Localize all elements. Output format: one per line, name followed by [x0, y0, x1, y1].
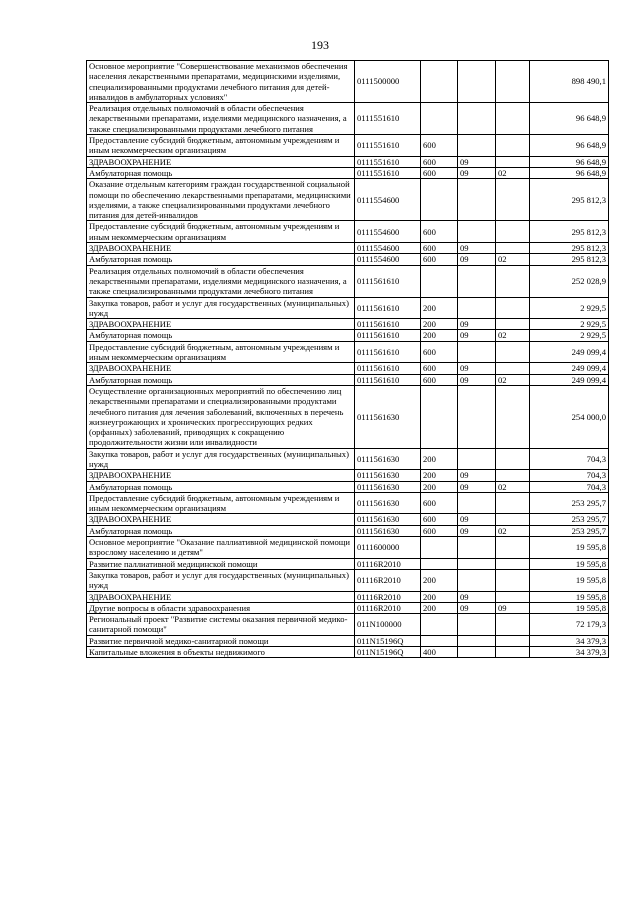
row-subsection-cell: 09	[496, 602, 530, 613]
row-subsection-cell: 02	[496, 374, 530, 385]
table-row	[87, 103, 609, 135]
row-subsection-cell	[496, 448, 530, 470]
table-row	[87, 569, 609, 591]
row-subsection-cell: 02	[496, 167, 530, 178]
row-amount-cell: 2 929,5	[530, 330, 609, 341]
row-code-cell: 0111551610	[355, 167, 421, 178]
row-name-cell: ЗДРАВООХРАНЕНИЕ	[87, 156, 355, 167]
row-amount-cell: 72 179,3	[530, 614, 609, 636]
row-amount-cell: 253 295,7	[530, 525, 609, 536]
row-expense-type-cell: 200	[421, 297, 458, 319]
page-number: 193	[311, 38, 329, 52]
row-section-cell: 09	[458, 374, 496, 385]
row-code-cell: 0111554600	[355, 221, 421, 243]
budget-table	[86, 60, 609, 658]
row-section-cell	[458, 135, 496, 157]
row-subsection-cell	[496, 363, 530, 374]
row-code-cell: 0111561630	[355, 514, 421, 525]
row-name-cell: Амбулаторная помощь	[87, 525, 355, 536]
row-expense-type-cell	[421, 61, 458, 103]
table-row	[87, 61, 609, 103]
row-amount-cell: 19 595,8	[530, 558, 609, 569]
row-code-cell: 0111500000	[355, 61, 421, 103]
row-name-cell: ЗДРАВООХРАНЕНИЕ	[87, 470, 355, 481]
row-amount-cell: 96 648,9	[530, 156, 609, 167]
row-amount-cell: 2 929,5	[530, 297, 609, 319]
row-subsection-cell	[496, 156, 530, 167]
row-code-cell: 0111561610	[355, 363, 421, 374]
row-code-cell: 0111561630	[355, 492, 421, 514]
row-section-cell: 09	[458, 602, 496, 613]
row-expense-type-cell: 200	[421, 448, 458, 470]
row-subsection-cell	[496, 569, 530, 591]
row-name-cell: Реализация отдельных полномочий в области обеспечения лекарственными препаратами, изделиями медицинского назначения, а также специализированными продуктами лечебного питания	[87, 265, 355, 297]
row-section-cell	[458, 221, 496, 243]
row-amount-cell: 898 490,1	[530, 61, 609, 103]
row-code-cell: 0111561630	[355, 481, 421, 492]
row-expense-type-cell	[421, 179, 458, 221]
row-section-cell: 09	[458, 243, 496, 254]
row-amount-cell: 19 595,8	[530, 602, 609, 613]
row-name-cell: Амбулаторная помощь	[87, 481, 355, 492]
table-row	[87, 591, 609, 602]
table-row	[87, 470, 609, 481]
row-amount-cell: 704,3	[530, 470, 609, 481]
row-subsection-cell	[496, 103, 530, 135]
row-expense-type-cell: 600	[421, 363, 458, 374]
row-name-cell: Развитие первичной медико-санитарной помощи	[87, 635, 355, 646]
row-name-cell: Амбулаторная помощь	[87, 254, 355, 265]
row-subsection-cell	[496, 537, 530, 559]
row-name-cell: ЗДРАВООХРАНЕНИЕ	[87, 319, 355, 330]
row-section-cell	[458, 265, 496, 297]
row-subsection-cell: 02	[496, 481, 530, 492]
row-subsection-cell: 02	[496, 525, 530, 536]
table-row	[87, 602, 609, 613]
row-name-cell: ЗДРАВООХРАНЕНИЕ	[87, 243, 355, 254]
row-subsection-cell	[496, 635, 530, 646]
row-code-cell: 0111561610	[355, 297, 421, 319]
row-section-cell	[458, 569, 496, 591]
row-expense-type-cell: 400	[421, 647, 458, 658]
row-name-cell: Другие вопросы в области здравоохранения	[87, 602, 355, 613]
row-amount-cell: 19 595,8	[530, 569, 609, 591]
row-code-cell: 0111561630	[355, 385, 421, 448]
row-code-cell: 0111551610	[355, 103, 421, 135]
row-subsection-cell	[496, 61, 530, 103]
row-expense-type-cell	[421, 385, 458, 448]
table-row	[87, 179, 609, 221]
row-expense-type-cell: 200	[421, 569, 458, 591]
table-row	[87, 341, 609, 363]
row-section-cell	[458, 614, 496, 636]
row-subsection-cell: 02	[496, 254, 530, 265]
row-amount-cell: 19 595,8	[530, 537, 609, 559]
row-name-cell: Закупка товаров, работ и услуг для государственных (муниципальных) нужд	[87, 297, 355, 319]
row-subsection-cell	[496, 221, 530, 243]
row-code-cell: 0111554600	[355, 254, 421, 265]
row-subsection-cell	[496, 558, 530, 569]
row-code-cell: 0111561610	[355, 265, 421, 297]
row-subsection-cell	[496, 492, 530, 514]
table-row	[87, 492, 609, 514]
row-subsection-cell	[496, 591, 530, 602]
row-expense-type-cell: 600	[421, 514, 458, 525]
row-subsection-cell	[496, 647, 530, 658]
table-row	[87, 243, 609, 254]
row-amount-cell: 253 295,7	[530, 514, 609, 525]
row-name-cell: Основное мероприятие "Оказание паллиативной медицинской помощи взрослому населению и детям"	[87, 537, 355, 559]
row-name-cell: Предоставление субсидий бюджетным, автономным учреждениям и иным некоммерческим организациям	[87, 135, 355, 157]
row-code-cell: 01116R2010	[355, 558, 421, 569]
row-subsection-cell	[496, 614, 530, 636]
table-row	[87, 265, 609, 297]
row-section-cell: 09	[458, 481, 496, 492]
row-section-cell	[458, 635, 496, 646]
row-amount-cell: 254 000,0	[530, 385, 609, 448]
row-code-cell: 0111554600	[355, 243, 421, 254]
row-amount-cell: 249 099,4	[530, 341, 609, 363]
row-section-cell: 09	[458, 156, 496, 167]
row-subsection-cell	[496, 470, 530, 481]
table-row	[87, 614, 609, 636]
row-name-cell: Предоставление субсидий бюджетным, автономным учреждениям и иным некоммерческим организациям	[87, 221, 355, 243]
table-row	[87, 647, 609, 658]
row-code-cell: 011N15196Q	[355, 647, 421, 658]
budget-table-body	[87, 61, 609, 658]
row-expense-type-cell: 600	[421, 341, 458, 363]
row-expense-type-cell: 600	[421, 254, 458, 265]
row-code-cell: 0111551610	[355, 135, 421, 157]
row-code-cell: 01116R2010	[355, 602, 421, 613]
table-row	[87, 135, 609, 157]
row-amount-cell: 295 812,3	[530, 179, 609, 221]
row-name-cell: ЗДРАВООХРАНЕНИЕ	[87, 591, 355, 602]
table-row	[87, 385, 609, 448]
row-code-cell: 0111551610	[355, 156, 421, 167]
row-amount-cell: 295 812,3	[530, 221, 609, 243]
row-section-cell	[458, 297, 496, 319]
table-row	[87, 635, 609, 646]
row-code-cell: 0111561630	[355, 525, 421, 536]
row-amount-cell: 249 099,4	[530, 363, 609, 374]
row-amount-cell: 96 648,9	[530, 135, 609, 157]
table-row	[87, 374, 609, 385]
row-section-cell: 09	[458, 591, 496, 602]
row-name-cell: Предоставление субсидий бюджетным, автономным учреждениям и иным некоммерческим организациям	[87, 341, 355, 363]
row-name-cell: Развитие паллиативной медицинской помощи	[87, 558, 355, 569]
table-row	[87, 363, 609, 374]
row-section-cell	[458, 179, 496, 221]
row-section-cell: 09	[458, 319, 496, 330]
table-row	[87, 167, 609, 178]
row-name-cell: Закупка товаров, работ и услуг для государственных (муниципальных) нужд	[87, 569, 355, 591]
row-name-cell: ЗДРАВООХРАНЕНИЕ	[87, 363, 355, 374]
row-name-cell: Основное мероприятие "Совершенствование механизмов обеспечения населения лекарственными препаратами, медицинскими изделиями, специализированными продуктами лечебного питания для детей-инвалидов в амбулаторных условиях"	[87, 61, 355, 103]
row-amount-cell: 704,3	[530, 448, 609, 470]
row-amount-cell: 34 379,3	[530, 647, 609, 658]
row-amount-cell: 2 929,5	[530, 319, 609, 330]
table-row	[87, 525, 609, 536]
row-name-cell: Оказание отдельным категориям граждан государственной социальной помощи по обеспечению лекарственными препаратами, медицинскими изделиями, а также специализированными продуктами лечебного питания для детей-инвалидов	[87, 179, 355, 221]
row-subsection-cell	[496, 341, 530, 363]
row-section-cell: 09	[458, 525, 496, 536]
table-row	[87, 514, 609, 525]
row-expense-type-cell: 200	[421, 602, 458, 613]
row-expense-type-cell: 600	[421, 135, 458, 157]
row-amount-cell: 295 812,3	[530, 243, 609, 254]
table-row	[87, 448, 609, 470]
row-section-cell: 09	[458, 514, 496, 525]
row-section-cell: 09	[458, 470, 496, 481]
row-code-cell: 0111561610	[355, 330, 421, 341]
row-amount-cell: 704,3	[530, 481, 609, 492]
row-expense-type-cell: 600	[421, 374, 458, 385]
row-name-cell: Предоставление субсидий бюджетным, автономным учреждениям и иным некоммерческим организациям	[87, 492, 355, 514]
row-expense-type-cell	[421, 635, 458, 646]
row-amount-cell: 295 812,3	[530, 254, 609, 265]
row-subsection-cell	[496, 297, 530, 319]
row-section-cell	[458, 492, 496, 514]
row-subsection-cell	[496, 385, 530, 448]
row-name-cell: Региональный проект "Развитие системы оказания первичной медико-санитарной помощи"	[87, 614, 355, 636]
row-code-cell: 0111600000	[355, 537, 421, 559]
row-code-cell: 0111554600	[355, 179, 421, 221]
row-section-cell	[458, 61, 496, 103]
row-section-cell: 09	[458, 254, 496, 265]
row-code-cell: 0111561610	[355, 374, 421, 385]
table-row	[87, 330, 609, 341]
row-name-cell: Осуществление организационных мероприятий по обеспечению лиц лекарственными препаратами и специализированными продуктами лечебного питания для лечения заболеваний, включенных в перечень жизнеугрожающих и хронических прогрессирующих редких (орфанных) заболеваний, приводящих к сокращению продолжительности жизни или инвалидности	[87, 385, 355, 448]
row-code-cell: 011N100000	[355, 614, 421, 636]
row-subsection-cell: 02	[496, 330, 530, 341]
row-expense-type-cell: 600	[421, 156, 458, 167]
row-expense-type-cell: 600	[421, 243, 458, 254]
row-code-cell: 011N15196Q	[355, 635, 421, 646]
row-section-cell	[458, 103, 496, 135]
row-expense-type-cell	[421, 103, 458, 135]
row-subsection-cell	[496, 179, 530, 221]
row-subsection-cell	[496, 265, 530, 297]
row-amount-cell: 96 648,9	[530, 167, 609, 178]
row-expense-type-cell: 600	[421, 525, 458, 536]
row-name-cell: Реализация отдельных полномочий в области обеспечения лекарственными препаратами, изделиями медицинского назначения, а также специализированными продуктами лечебного питания	[87, 103, 355, 135]
row-section-cell	[458, 537, 496, 559]
row-code-cell: 01116R2010	[355, 591, 421, 602]
row-subsection-cell	[496, 319, 530, 330]
row-amount-cell: 249 099,4	[530, 374, 609, 385]
row-name-cell: Амбулаторная помощь	[87, 374, 355, 385]
row-expense-type-cell: 600	[421, 221, 458, 243]
row-expense-type-cell: 200	[421, 319, 458, 330]
table-row	[87, 221, 609, 243]
row-expense-type-cell	[421, 265, 458, 297]
table-row	[87, 156, 609, 167]
row-expense-type-cell: 200	[421, 591, 458, 602]
row-amount-cell: 253 295,7	[530, 492, 609, 514]
row-amount-cell: 34 379,3	[530, 635, 609, 646]
table-row	[87, 481, 609, 492]
row-name-cell: Амбулаторная помощь	[87, 330, 355, 341]
row-subsection-cell	[496, 514, 530, 525]
table-row	[87, 319, 609, 330]
table-row	[87, 297, 609, 319]
row-expense-type-cell: 200	[421, 330, 458, 341]
table-row	[87, 254, 609, 265]
row-section-cell: 09	[458, 167, 496, 178]
row-amount-cell: 96 648,9	[530, 103, 609, 135]
row-amount-cell: 252 028,9	[530, 265, 609, 297]
table-row	[87, 558, 609, 569]
row-name-cell: Амбулаторная помощь	[87, 167, 355, 178]
row-expense-type-cell	[421, 537, 458, 559]
row-expense-type-cell	[421, 558, 458, 569]
row-expense-type-cell	[421, 614, 458, 636]
row-name-cell: Закупка товаров, работ и услуг для государственных (муниципальных) нужд	[87, 448, 355, 470]
row-subsection-cell	[496, 243, 530, 254]
row-code-cell: 0111561630	[355, 448, 421, 470]
row-code-cell: 01116R2010	[355, 569, 421, 591]
row-section-cell	[458, 558, 496, 569]
row-section-cell: 09	[458, 330, 496, 341]
row-subsection-cell	[496, 135, 530, 157]
row-expense-type-cell: 600	[421, 492, 458, 514]
row-code-cell: 0111561610	[355, 341, 421, 363]
row-name-cell: ЗДРАВООХРАНЕНИЕ	[87, 514, 355, 525]
row-expense-type-cell: 200	[421, 481, 458, 492]
row-section-cell	[458, 647, 496, 658]
row-section-cell: 09	[458, 363, 496, 374]
row-section-cell	[458, 385, 496, 448]
row-expense-type-cell: 200	[421, 470, 458, 481]
table-row	[87, 537, 609, 559]
row-code-cell: 0111561630	[355, 470, 421, 481]
row-code-cell: 0111561610	[355, 319, 421, 330]
row-section-cell	[458, 341, 496, 363]
row-name-cell: Капитальные вложения в объекты недвижимого	[87, 647, 355, 658]
row-amount-cell: 19 595,8	[530, 591, 609, 602]
row-expense-type-cell: 600	[421, 167, 458, 178]
row-section-cell	[458, 448, 496, 470]
